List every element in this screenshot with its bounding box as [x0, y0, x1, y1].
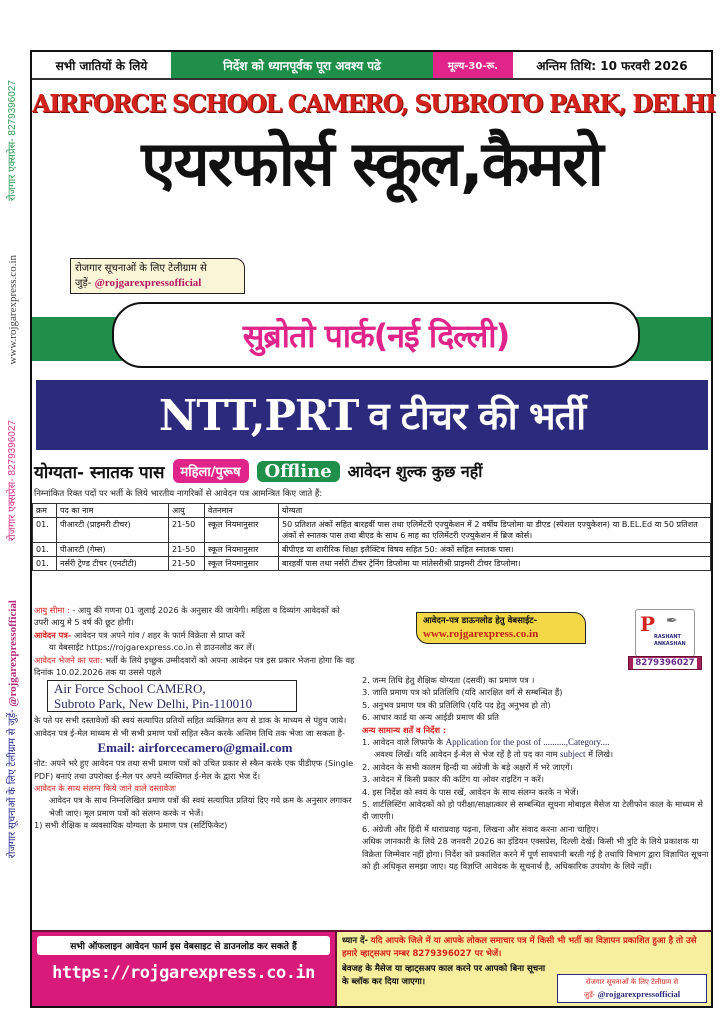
doc-item-1: 1) सभी शैक्षिक व व्यवसायिक योग्यता के प्रमाण पत्र (सर्टिफिकेट)	[34, 820, 228, 831]
form-text: आवेदन पत्र अपने गांव / शहर के फार्म विक्रेता से प्राप्त करें	[73, 629, 245, 640]
cell-age: 21-50	[169, 518, 205, 543]
logo-line-2: ANKASHAN	[654, 641, 686, 647]
side-margin	[0, 40, 28, 1000]
doc-item: 2. जन्म तिथि हेतु शैक्षिक योग्यता (दसवीं) का प्रमाण पत्र ।	[362, 675, 535, 685]
cell-age: 21-50	[169, 543, 205, 557]
footer-download-label: सभी ऑफलाइन आवेदन फार्म इस वेबसाइट से डाउनलोड कर सकते हैं	[37, 936, 330, 955]
cell-age: 21-50	[169, 557, 205, 571]
right-column	[362, 674, 711, 873]
doc-item: 3. जाति प्रमाण पत्र को प्रतिलिपि (यदि आरक्षित वर्ग से सम्बन्धित हैं)	[362, 687, 563, 698]
posts-table	[32, 503, 711, 571]
term1-text-b: अवश्य लिखें। यदि आवेदन ई-मेल से भेज रहें है तो पद का नाम	[374, 749, 558, 760]
recruitment-banner	[36, 380, 708, 450]
side-phone-pink: रोजगार एक्सप्रेस- 8279396027	[7, 420, 18, 542]
quill-icon: ✒	[666, 613, 678, 629]
doc-item: 5. अनुभव प्रमाण पत्र की प्रतिलिपि (यदि पद हेतु अनुभव हो तो)	[362, 699, 551, 710]
invite-text: निम्नांकित रिक्त पदों पर भर्ती के लिये भारतीय नागरिकों से आवेदन पत्र आमन्त्रित किए जाते हैं:	[34, 489, 323, 499]
address-box	[47, 680, 297, 712]
cell-post-name: नर्सरी ट्रेण्ड टीचर (एनटीटी)	[57, 557, 169, 571]
telegram-box-prefix: जुड़ें-	[75, 278, 92, 289]
side-telegram-handle: @rojgarexpressofficial	[7, 600, 19, 707]
qualification-label: योग्यता- स्नातक पास	[34, 462, 165, 483]
term-item-1-cont	[362, 748, 711, 760]
header-serial: क्रम	[33, 504, 57, 518]
last-date-label: अन्तिम तिथि: 10 फरवरी 2026	[513, 52, 711, 78]
top-strip	[32, 52, 711, 80]
term-item: 6. अंग्रेजी और हिंदी में धाराप्रवाह पढ़ना, लिखना और संवाद करना आना चाहिए।	[362, 823, 599, 834]
header-post-name: पद का नाम	[57, 504, 169, 518]
header-pay-scale: वेतनमान	[205, 504, 279, 518]
term1-subject: subject	[559, 749, 586, 760]
form-label: आवेदन पत्र-	[34, 629, 72, 640]
table-row	[33, 557, 711, 571]
term1-text-c: में लिखे।	[588, 749, 614, 760]
docs-label: आवेदन के साथ संलग्न किये जाने वाले दस्तावेजः	[34, 783, 176, 794]
logo-line-1: RASHANT	[654, 634, 681, 640]
term-item: 3. आवेदन में किसी प्रकार की कटिंग या ओवर राइटिंग न करें।	[362, 774, 544, 785]
side-phone-green: रोजगार एक्सप्रेस- 8279396027	[7, 80, 18, 202]
cell-pay-scale: स्कूल नियमानुसार	[205, 518, 279, 543]
footer-telegram-box	[557, 974, 707, 1003]
notice-frame	[30, 50, 713, 1008]
logo-letter: P	[640, 612, 656, 636]
doc-item: 6. आधार कार्ड या अन्य आईडी प्रमाण की प्रति	[362, 712, 499, 723]
terms-label: अन्य सामान्य शर्तें व निर्देश :	[362, 724, 447, 735]
term1-english: Application for the post of ..........,Category....	[445, 737, 610, 748]
disclaimer-text: अधिक जानकारी के लिये 28 जनवरी 2026 का इंडियन एक्सप्रेस, दिल्ली देखें। किसी भी त्रुटि के लिये प्रकाशक या विक्रेता जिम्मेवार नहीं होगा। निर्देश को प्रकाशित करने में पूर्ण सावधानी बरती गई है तथापि विभाग द्वारा विज्ञापित सूचना को ही अधिकृत समझा जाए। यह विज्ञप्ति आवेदक के सूचनार्थ है, अधिकारिक उपयोग के लिये नहीं।	[362, 836, 709, 872]
address-label: आवेदन भेजने का पता:	[34, 654, 103, 665]
telegram-handle-link[interactable]: @rojgarexpressofficial	[94, 277, 202, 289]
form-download-text: या वेबसाईट https://rojgarexpress.co.in से डाउनलोड कर लें।	[49, 642, 255, 653]
table-row	[33, 518, 711, 543]
footer-left	[32, 932, 335, 1006]
post-address-text: के पते पर सभी दस्तावेजों की स्वयं सत्यापित प्रतियों सहित व्यक्तिगत रूप से डाक के माध्यम से पंहुच जाये। आवेदन पत्र ई-मेल माध्यम से भी सभी प्रमाण पत्रों सहित स्कैन करके अन्तिम तिथि तक भेजा जा सकता है-	[34, 715, 347, 738]
header-age: आयु	[169, 504, 205, 518]
term1-text-a: 1. आवेदन वाले लिफाफे के	[362, 737, 443, 748]
mode-badge: Offline	[257, 461, 340, 482]
price-label: मूल्य-30-रू.	[433, 52, 513, 78]
side-website: www.rojgarexpress.co.in	[7, 255, 19, 365]
address-para	[34, 654, 356, 679]
email-link[interactable]: Email: airforcecamero@gmail.com	[97, 740, 293, 756]
side-telegram-prefix: रोजगार सूचनाओं के लिए टेलीग्राम से जुड़ें-	[7, 709, 18, 859]
term-item: 4. इस निर्देश को स्वयं के पास रखें, आवेदन के साथ संलग्न करके न भेजें।	[362, 786, 579, 797]
cell-pay-scale: स्कूल नियमानुसार	[205, 557, 279, 571]
left-column	[34, 604, 356, 832]
all-castes-label: सभी जातियों के लिये	[32, 52, 171, 78]
cell-serial: 01.	[33, 557, 57, 571]
qualification-row	[32, 456, 711, 486]
english-title: AIRFORCE SCHOOL CAMERO, SUBROTO PARK, DELHI	[32, 89, 715, 118]
docs-text: आवेदन पत्र के साथ निम्नलिखित प्रमाण पत्रों की स्वयं सत्यापित प्रतियां दिए गये क्रम के अनुसार लगाकर भेजी जाएं। मूल प्रमाण पत्रों को संलग्न करके न भेजें।	[49, 795, 352, 818]
location-pill: सुब्रोतो पार्क(नई दिल्ली)	[112, 302, 640, 368]
footer-telegram-handle[interactable]: @rojgarexpressofficial	[597, 989, 681, 999]
note-text: नोट: अपने भरे हुए आवेदन पत्र तथा सभी प्रमाण पत्रों को उचित प्रकार से स्कैन करके एक पीडीएफ (Single PDF) बनाएं तथा उपरोक्त ई-मेल पर अपने व्यक्तिगत ई-मेल के द्वारा भेज दें।	[34, 758, 354, 781]
term-item: 2. आवेदन के सभी कालम हिन्दी या अंग्रेजी के बड़े अक्षरों में भरे जाएगें।	[362, 761, 573, 772]
cell-serial: 01.	[33, 543, 57, 557]
recruitment-posts-hindi: व टीचर की भर्ती	[368, 394, 586, 438]
age-limit-para	[34, 604, 356, 629]
footer-site-link[interactable]: https://rojgarexpress.co.in	[52, 963, 315, 983]
cell-serial: 01.	[33, 518, 57, 543]
address-line-1: Air Force School CAMERO,	[54, 681, 206, 697]
cell-qualification: बारहवीं पास तथा नर्सरी टीचर ट्रेनिंग डिप्लोमा या मांतेसरीश्री प्राइमरी टीचर डिप्लोमा।	[279, 557, 711, 571]
footer-banner	[32, 930, 711, 1006]
term-item-1	[362, 736, 711, 748]
telegram-box-text: रोजगार सूचनाओं के लिए टेलीग्राम से	[75, 263, 207, 274]
term-item: 5. शार्टलिस्टिंग आवेदकों को हो परीक्षा/साक्षात्कार से सम्बन्धित सूचना मोबाइल मैसेज या टेलीफोन काल के माध्यम से दी जाएगी।	[362, 799, 703, 822]
footer-telegram-prefix: जुड़ें-	[583, 991, 596, 999]
age-limit-text: - आयु की गणना 01 जुलाई 2026 के अनुसार की जायेगी। महिला व दिव्यांग आवेदकों को उपरी आयु मे 5 वर्ष की छूट होगी।	[34, 605, 340, 628]
cell-qualification: 50 प्रतिशत अंकों सहित बारहवीं पास तथा एलिमेंटरी एज्युकेशन में 2 वर्षीय डिप्लोमा या डीएड (स्पेशल एज्युकेशन) या B.EL.Ed या 50 प्रतिशत अंकों से स्नातक पास तथा बीएड के साथ 6 माह का एलिमेंटरी एज्युकेशन में ब्रिज कोर्स।	[279, 518, 711, 543]
address-text: भर्ती के लिये इच्छुक उम्मीदवारों को अपना आवेदन पत्र इस प्रकार भेजना होगा कि वह दिनांक 10.02.2026 तक या उससे पहले	[34, 654, 355, 678]
attention-label: ध्यान दें-	[342, 936, 369, 946]
publisher-logo	[635, 609, 695, 657]
address-line-2: Subroto Park, New Delhi, Pin-110010	[54, 696, 253, 712]
cell-pay-scale: स्कूल नियमानुसार	[205, 543, 279, 557]
download-label: आवेदन-पत्र डाऊनलोड हेतु वेबसाईट-	[423, 616, 538, 626]
table-header-row	[33, 504, 711, 518]
age-limit-label: आयु सीमा :	[34, 605, 70, 615]
download-box	[416, 612, 586, 644]
cell-post-name: पीआरटी (प्राइमरी टीचर)	[57, 518, 169, 543]
recruitment-posts-latin: NTT,PRT	[158, 390, 359, 440]
footer-right	[335, 932, 711, 1006]
fee-label: आवेदन शुल्क कुछ नहीं	[347, 462, 483, 481]
attention-text: यदि आपके जिले में या आपके लोकल समाचार पत्र में किसी भी भर्ती का विज्ञापन प्रकाशित हुआ है तो उसे हमारे व्हाट्सअप नम्बर 8279396027 पर भेजें।	[342, 936, 697, 959]
table-row	[33, 543, 711, 557]
download-url-link[interactable]: www.rojgarexpress.co.in	[423, 628, 539, 640]
instruction-label: निर्देश को ध्यानपूर्वक पूरा अवश्य पढे	[171, 52, 433, 78]
side-telegram	[6, 600, 20, 858]
gender-badge: महिला/पुरूष	[173, 459, 249, 483]
logo-ribbon	[628, 656, 702, 670]
telegram-box	[70, 258, 245, 294]
cell-post-name: पीआरटी (गेम्स)	[57, 543, 169, 557]
footer-telegram-text: रोजगार सूचनाओं के लिए टेलीग्राम से	[585, 978, 679, 986]
logo-phone: 8279396027	[635, 657, 695, 668]
warning-text: बेवजह के मैसेज या व्हाट्सअप काल करने पर आपको बिना सूचना के ब्लॉक कर दिया जाएगा।	[342, 964, 546, 987]
hindi-title: एयरफोर्स स्कूल,कैमरो	[141, 127, 602, 200]
form-para	[34, 629, 356, 641]
cell-qualification: बीपीएड या शारीरिक शिक्षा इलैक्टिव विषय सहित 50: अंकों सहित स्नातक पास।	[279, 543, 711, 557]
header-qualification: योग्यता	[279, 504, 711, 518]
